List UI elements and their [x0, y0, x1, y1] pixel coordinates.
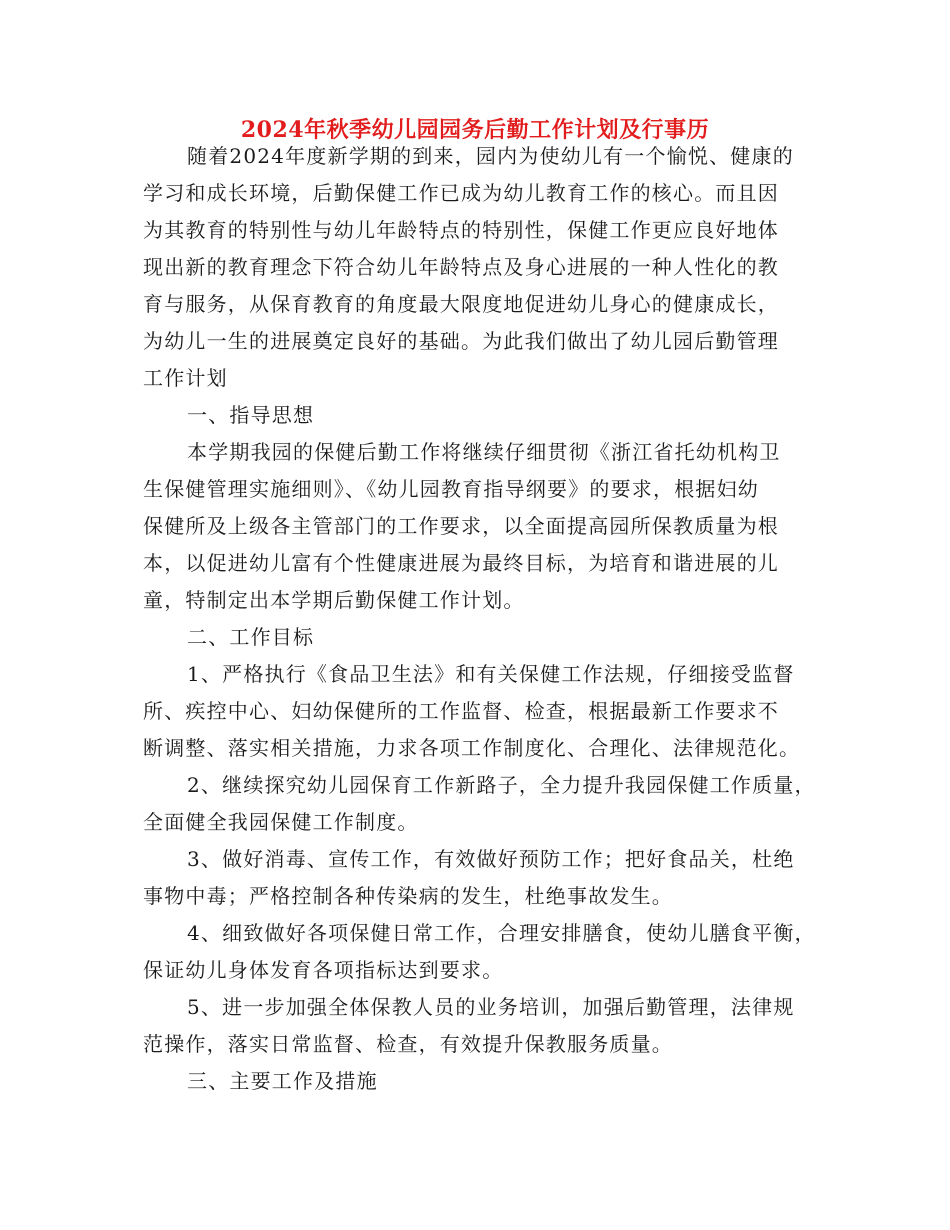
text-line: 为其教育的特别性与幼儿年龄特点的特别性，保健工作更应良好地体: [143, 218, 779, 242]
text-line: 为幼儿一生的进展奠定良好的基础。为此我们做出了幼儿园后勤管理: [143, 329, 779, 353]
text-line: 4、细致做好各项保健日常工作，合理安排膳食，使幼儿膳食平衡，: [187, 921, 816, 945]
text-line: 现出新的教育理念下符合幼儿年龄特点及身心进展的一种人性化的教: [143, 255, 779, 279]
text-line: 一、指导思想: [187, 403, 315, 427]
text-line: 3、做好消毒、宣传工作，有效做好预防工作；把好食品关，杜绝: [187, 847, 795, 871]
text-line: 育与服务，从保育教育的角度最大限度地促进幼儿身心的健康成长，: [143, 292, 779, 316]
text-line: 本，以促进幼儿富有个性健康进展为最终目标，为培育和谐进展的儿: [143, 551, 779, 575]
document-title: 2024年秋季幼儿园园务后勤工作计划及行事历: [240, 117, 710, 143]
text-line: 2、继续探究幼儿园保育工作新路子，全力提升我园保健工作质量，: [187, 773, 816, 797]
text-line: 1、严格执行《食品卫生法》和有关保健工作法规，仔细接受监督: [187, 662, 795, 686]
text-line: 断调整、落实相关措施，力求各项工作制度化、合理化、法律规范化。: [143, 736, 801, 760]
text-line: 工作计划: [143, 366, 228, 390]
text-line: 童，特制定出本学期后勤保健工作计划。: [143, 588, 525, 612]
text-line: 5、进一步加强全体保教人员的业务培训，加强后勤管理，法律规: [187, 995, 795, 1019]
text-line: 随着2024年度新学期的到来，园内为使幼儿有一个愉悦、健康的: [187, 144, 794, 168]
text-line: 保健所及上级各主管部门的工作要求，以全面提高园所保教质量为根: [143, 514, 779, 538]
text-line: 三、主要工作及措施: [187, 1069, 378, 1093]
text-line: 事物中毒；严格控制各种传染病的发生，杜绝事故发生。: [143, 884, 673, 908]
document-body: [143, 138, 816, 1100]
text-line: 全面健全我园保健工作制度。: [143, 810, 419, 834]
text-line: 本学期我园的保健后勤工作将继续仔细贯彻《浙江省托幼机构卫: [187, 440, 781, 464]
text-line: 二、工作目标: [187, 625, 315, 649]
text-line: 所、疾控中心、妇幼保健所的工作监督、检查，根据最新工作要求不: [143, 699, 779, 723]
text-line: 范操作，落实日常监督、检查，有效提升保教服务质量。: [143, 1032, 673, 1056]
text-line: 保证幼儿身体发育各项指标达到要求。: [143, 958, 504, 982]
text-line: 学习和成长环境，后勤保健工作已成为幼儿教育工作的核心。而且因: [143, 181, 779, 205]
text-line: 生保健管理实施细则》、《幼儿园教育指导纲要》的要求，根据妇幼: [143, 477, 759, 501]
